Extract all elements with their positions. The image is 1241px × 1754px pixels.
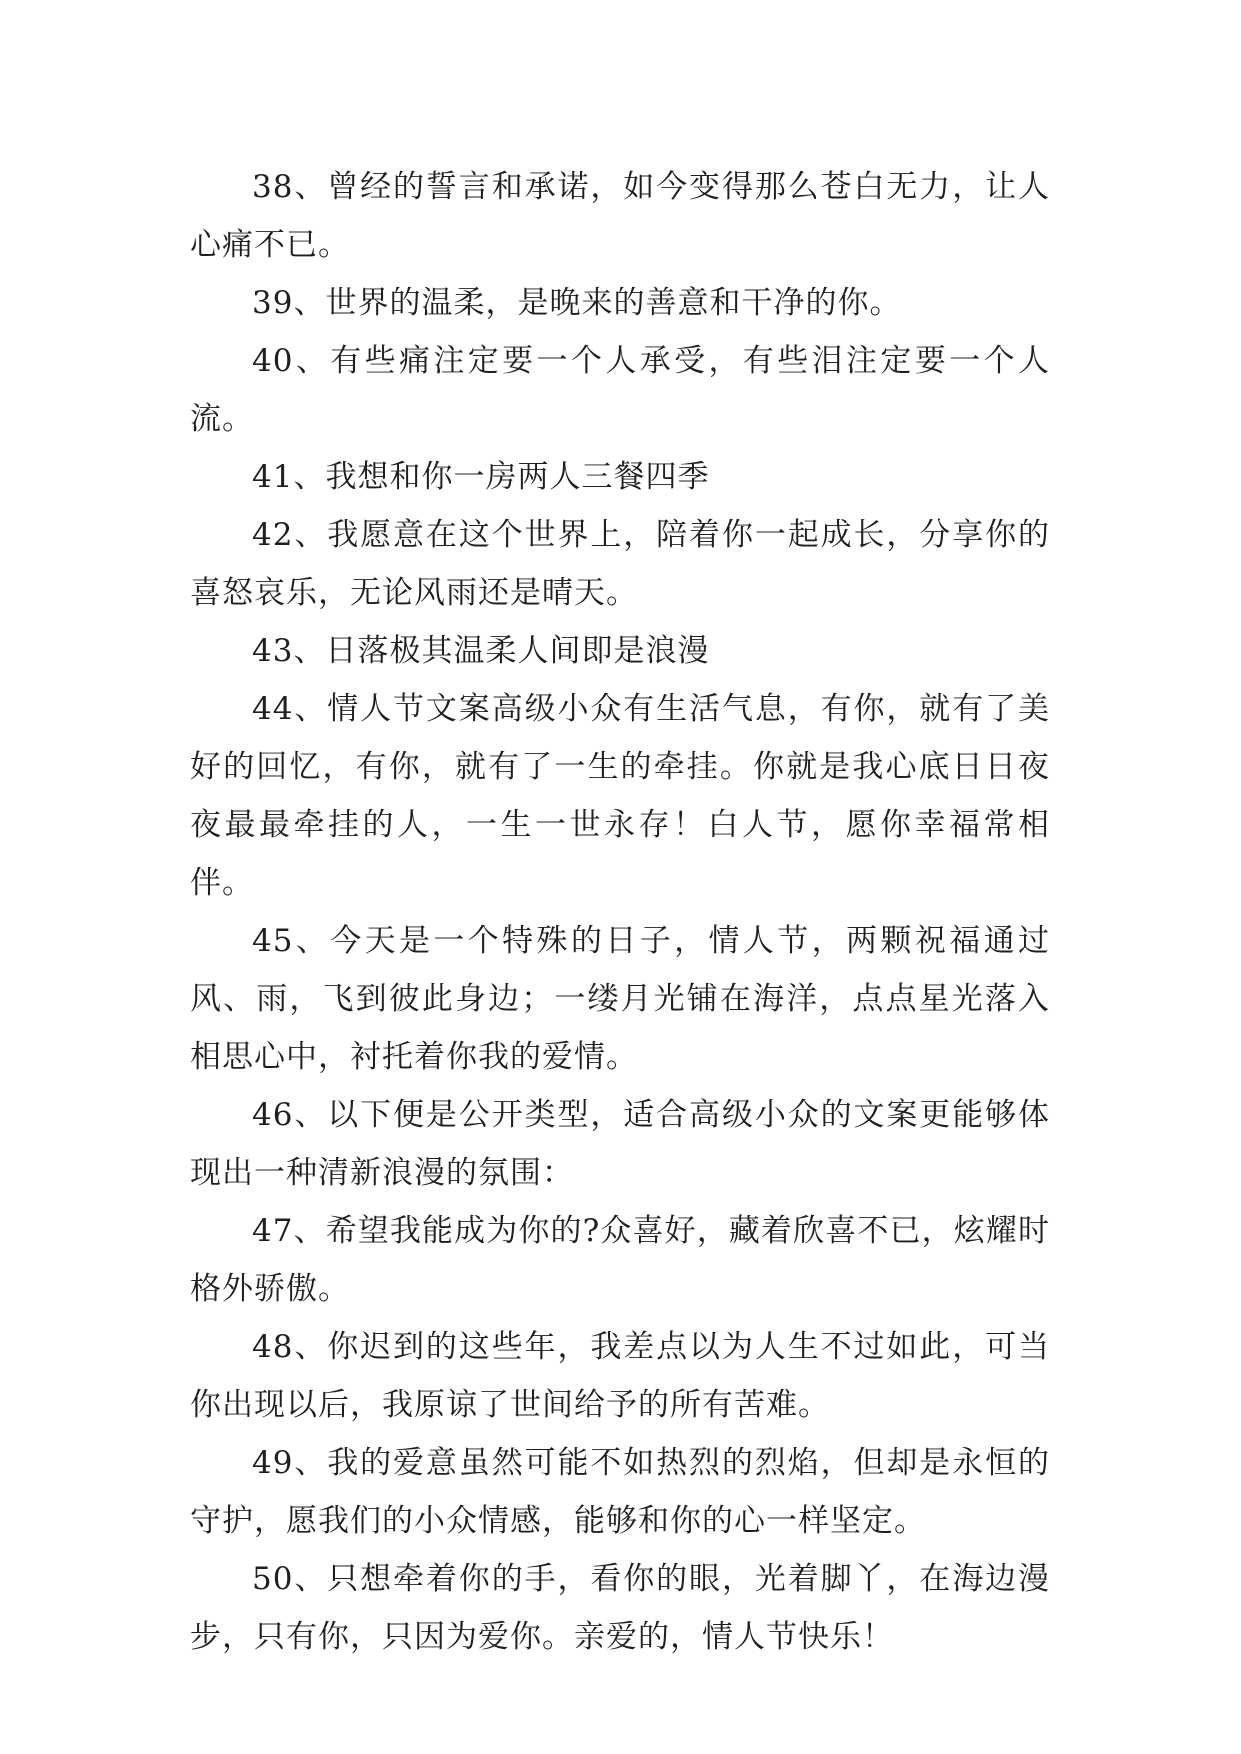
paragraph-46: 46、以下便是公开类型，适合高级小众的文案更能够体现出一种清新浪漫的氛围： (190, 1097, 1050, 1191)
paragraph-45: 45、今天是一个特殊的日子，情人节，两颗祝福通过风、雨，飞到彼此身边；一缕月光铺在海洋，点点星光落入相思心中，衬托着你我的爱情。 (190, 923, 1050, 1075)
paragraph-47: 47、希望我能成为你的?众喜好，藏着欣喜不已，炫耀时格外骄傲。 (190, 1213, 1050, 1307)
paragraph-44: 44、情人节文案高级小众有生活气息，有你，就有了美好的回忆，有你，就有了一生的牵挂。你就是我心底日日夜夜最最牵挂的人，一生一世永存！白人节，愿你幸福常相伴。 (190, 691, 1050, 901)
paragraph-41: 41、我想和你一房两人三餐四季 (252, 459, 710, 495)
paragraph-40: 40、有些痛注定要一个人承受，有些泪注定要一个人流。 (190, 343, 1050, 437)
paragraph-38: 38、曾经的誓言和承诺，如今变得那么苍白无力，让人心痛不已。 (190, 169, 1050, 263)
paragraph-48: 48、你迟到的这些年，我差点以为人生不过如此，可当你出现以后，我原谅了世间给予的所有苦难。 (190, 1329, 1050, 1423)
paragraph-50: 50、只想牵着你的手，看你的眼，光着脚丫，在海边漫步，只有你，只因为爱你。亲爱的，情人节快乐！ (190, 1561, 1050, 1655)
paragraph-43: 43、日落极其温柔人间即是浪漫 (252, 633, 710, 669)
document-body (190, 158, 1050, 1666)
paragraph-49: 49、我的爱意虽然可能不如热烈的烈焰，但却是永恒的守护，愿我们的小众情感，能够和你的心一样坚定。 (190, 1445, 1050, 1539)
paragraph-42: 42、我愿意在这个世界上，陪着你一起成长，分享你的喜怒哀乐，无论风雨还是晴天。 (190, 517, 1050, 611)
paragraph-39: 39、世界的温柔，是晚来的善意和干净的你。 (252, 285, 902, 321)
